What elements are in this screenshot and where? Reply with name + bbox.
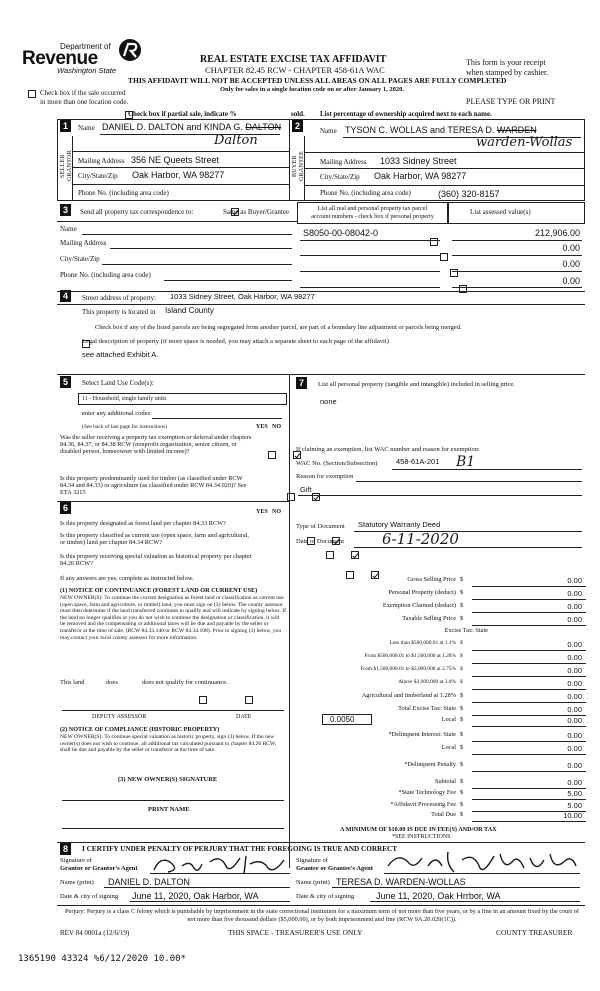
doc-date-value[interactable]: 6-11-2020 <box>382 530 459 548</box>
tax-row-label: Agricultural and timberland at 1.28% <box>361 692 456 699</box>
multi-location-label-1: Check box if the sale occurred <box>40 89 126 97</box>
tax-dollar-sign: $ <box>460 789 464 796</box>
partial-sold-label: sold. <box>291 110 305 118</box>
buyer-name-value: TYSON C. WOLLAS and TERESA D. <box>345 125 495 135</box>
tax-row-value[interactable]: 10.00 <box>563 811 582 820</box>
seller-name-struck: DALTON <box>245 122 282 132</box>
sec6-no-header: NO <box>272 509 281 515</box>
sec6-question-3: Is this property receiving special valuation as historical property per chapter 84.26 RCW? <box>60 553 252 568</box>
seller-city-value[interactable]: Oak Harbor, WA 98277 <box>132 170 225 180</box>
see-instructions-note: *SEE INSTRUCTIONS <box>392 834 451 840</box>
grantee-name-label: Name (print) <box>296 879 330 886</box>
buyer-mailing-label: Mailing Address <box>320 158 367 166</box>
tax-row-label: Total Excise Tax: State <box>398 705 456 712</box>
tax-dollar-sign: $ <box>460 615 464 622</box>
tax-row-label: Local <box>441 744 456 751</box>
tax-row <box>300 627 586 639</box>
treasurer-space: THIS SPACE - TREASURER'S USE ONLY <box>228 928 363 937</box>
buyer-city-label: City/State/Zip <box>320 173 360 181</box>
legal-label: Legal description of property (if more space is needed, you may attach a separate sheet to each page of the affidavit) <box>82 338 389 345</box>
form-warning: THIS AFFIDAVIT WILL NOT BE ACCEPTED UNLESS ALL AREAS ON ALL PAGES ARE FULLY COMPLETED <box>128 76 507 85</box>
grantee-name-value[interactable]: TERESA D. WARDEN-WOLLAS <box>336 877 466 887</box>
buyer-side-label: BUYER GRANTEE <box>292 150 305 182</box>
reason-value[interactable]: Gift <box>300 485 312 494</box>
tax-dollar-sign: $ <box>460 666 463 672</box>
tax-dollar-sign: $ <box>460 744 464 751</box>
exemption-label: If claiming an exemption, list WAC number and reason for exemption: <box>296 446 480 453</box>
seller-mailing-value[interactable]: 356 NE Queets Street <box>131 155 220 165</box>
tax-row <box>300 589 586 601</box>
county-value[interactable]: Island County <box>165 306 214 315</box>
tax-row-value[interactable]: 0.00 <box>567 653 582 662</box>
buyer-city-value[interactable]: Oak Harbor, WA 98277 <box>374 171 467 181</box>
assessed-header: List assessed value(s) <box>470 208 531 216</box>
tax-row <box>300 692 586 704</box>
tax-row <box>300 576 586 588</box>
tax-row-value[interactable]: 0.00 <box>567 716 582 725</box>
parcel-header-2: account numbers - check box if personal property <box>311 213 434 220</box>
tax-dollar-sign: $ <box>460 761 464 768</box>
seller-name-value: DANIEL D. DALTON and KINDA G. <box>102 122 243 132</box>
tax-row-label: Gross Selling Price <box>407 576 456 583</box>
ownership-note: List percentage of ownership acquired next to each name. <box>320 110 492 118</box>
tax-row-label: Taxable Selling Price <box>402 615 456 622</box>
buyer-name-struck: WARDEN <box>496 125 537 135</box>
tax-dollar-sign: $ <box>460 731 464 738</box>
tax-row <box>300 666 586 678</box>
multi-location-checkbox[interactable] <box>28 90 36 98</box>
sec5-no-header: NO <box>272 424 281 430</box>
tax-row-label: *Delinquent Penalty <box>404 761 456 768</box>
section-1-number: 1 <box>60 120 71 132</box>
tax-row-label: From $1,500,000.01 to $3,000,000 at 2.75% <box>360 666 456 672</box>
multi-location-label-2: in more than one location code. <box>40 98 129 106</box>
wac-label: WAC No. (Section/Subsection) <box>296 460 378 467</box>
seller-city-label: City/State/Zip <box>78 172 118 180</box>
parcel-header-1: List all real and personal property tax parcel <box>317 205 428 212</box>
notice1-body: NEW OWNER(S): To continue the current designation as forest land or classification as current use (open space, farm and agriculture, or timber) land, you must sign on (3) below. The county assessor must then determine if the land transferred continues to qualify and will indicate by signing below. If the land no longer qualifies or you do not wish to continue the designation or classification, it will be removed and the compensating or additional taxes will be due and payable by the seller or transferor at the time of sale. (RCW 84.33.140 or RCW 84.34.108). Prior to signing (3) below, you may contact your local county assessor for more information. <box>60 595 286 641</box>
see-back-note: (See back of last page for instructions) <box>82 424 167 430</box>
tax-dollar-sign: $ <box>460 705 464 712</box>
buyer-phone-value[interactable]: (360) 320-8157 <box>438 189 500 199</box>
tax-row-value[interactable]: 0.00 <box>567 576 582 585</box>
tax-row-label: Subtotal <box>435 778 456 785</box>
tax-row <box>300 716 586 728</box>
tax-row <box>300 602 586 614</box>
personal-property-value[interactable]: none <box>320 397 337 406</box>
grantor-date-label: Date & city of signing <box>60 893 119 900</box>
tax-dollar-sign: $ <box>460 640 463 646</box>
section-5-number: 5 <box>60 376 71 388</box>
same-as-buyer-label: Same as Buyer/Grantee <box>223 208 290 216</box>
tax-row-label: *State Technology Fee <box>398 789 456 796</box>
receipt-note-1: This form is your receipt <box>466 58 546 67</box>
tax-dollar-sign: $ <box>460 692 464 699</box>
grantor-date-city[interactable]: June 11, 2020, Oak Harbor, WA <box>132 891 259 901</box>
print-name-label: PRINT NAME <box>148 806 190 813</box>
grantee-date-city[interactable]: June 11, 2020, Oak Hrrbor, WA <box>376 891 501 901</box>
perjury-statement: Perjury: Perjury is a class C felony which is punishable by imprisonment in the state correctional institution for a maximum term of not more than five years, or by a fine in an amount fixed by the court of not more than five thousand dollars ($5,000.00), or by both imprisonment and fine (RCW 9A.20.020(1C)). <box>65 908 579 923</box>
tax-row-value[interactable]: 0.00 <box>567 615 582 624</box>
buyer-phone-label: Phone No. (including area code) <box>320 189 411 197</box>
tax-row <box>300 811 586 823</box>
form-subtitle: CHAPTER 82.45 RCW - CHAPTER 458-61A WAC <box>205 65 385 75</box>
tax-row-value[interactable]: 0.00 <box>567 640 582 649</box>
tax-row-value[interactable]: 0.00 <box>567 731 582 740</box>
parcel-number[interactable]: S8050-00-08042-0 <box>303 228 379 238</box>
reason-label: Reason for exemption <box>296 473 354 480</box>
receipt-note-2: when stamped by cashier. <box>466 68 549 77</box>
section-6-number: 6 <box>60 502 71 514</box>
grantor-name-value[interactable]: DANIEL D. DALTON <box>108 877 190 887</box>
tax-dollar-sign: $ <box>460 602 464 609</box>
seller-phone-label: Phone No. (including area code) <box>78 189 169 197</box>
sec6-question-2: Is this property classified as current use (open space, farm and agricultural, or timber) land per chapter 84.34 RCW? <box>60 532 250 547</box>
sec3-city-label: City/State/Zip <box>60 255 100 263</box>
personal-property-checkbox[interactable] <box>430 238 438 246</box>
tax-dollar-sign: $ <box>460 576 464 583</box>
agency-line1: Department of <box>60 42 111 51</box>
street-value[interactable]: 1033 Sidney Street, Oak Harbor, WA 98277 <box>170 292 315 301</box>
land-use-label: Select Land Use Code(s): <box>82 379 154 387</box>
tax-row <box>300 653 586 665</box>
section-8-number: 8 <box>60 843 71 855</box>
tax-row <box>300 761 586 773</box>
tax-row <box>300 744 586 756</box>
tax-dollar-sign: $ <box>460 801 464 808</box>
county-label: This property is located in <box>82 308 156 316</box>
sec6-question-1: Is this property designated as forest land per chapter 84.33 RCW? <box>60 520 226 527</box>
sec3-name-label: Name <box>60 225 77 233</box>
grantor-name-label: Name (print) <box>60 879 94 886</box>
tax-row-label: From $500,000.01 to $1,500,000 at 1.28% <box>364 653 456 659</box>
tax-row-value[interactable]: 0.00 <box>567 744 582 753</box>
tax-row-value[interactable]: 0.00 <box>567 666 582 675</box>
personal-property-checkbox[interactable] <box>450 269 458 277</box>
tax-row <box>300 679 586 691</box>
sec5-q2-yes-checkbox[interactable] <box>287 493 295 501</box>
land-use-value: 11 - Household, single family units <box>82 396 167 402</box>
seller-side-label: SELLER GRANTOR <box>60 150 73 182</box>
sec5-question-1: Was the seller receiving a property tax exemption or deferral under chapters 84.36, 84.37, or 84.38 RCW (nonprofit organization, senior citizen, or disabled person, homeowner with limited income)? <box>60 434 252 456</box>
buyer-name-field[interactable] <box>345 125 537 135</box>
does-label: does <box>106 679 118 686</box>
buyer-mailing-value[interactable]: 1033 Sidney Street <box>380 156 457 166</box>
sec3-mailing-label: Mailing Address <box>60 239 107 247</box>
grantor-sig-label-2: Grantor or Grantor's Agent <box>60 865 138 872</box>
doc-type-value[interactable]: Statutory Warranty Deed <box>358 520 441 529</box>
doc-type-label: Type of Document <box>296 523 345 530</box>
sec6-yes-header: YES <box>256 509 268 515</box>
tax-dollar-sign: $ <box>460 716 464 723</box>
tax-row-value[interactable]: 0.00 <box>567 761 582 770</box>
street-label: Street address of property: <box>82 294 157 302</box>
tax-row-value[interactable]: 5.00 <box>567 789 582 798</box>
receipt-stamp: 1365190 43324 %6/12/2020 10.00* <box>18 954 186 964</box>
seller-name-label: Name <box>78 124 95 132</box>
sec6-q2-no-checkbox[interactable] <box>351 551 359 559</box>
grantee-sig-label-1: Signature of <box>296 857 328 864</box>
correspondence-label: Send all property tax correspondence to: <box>80 208 194 216</box>
segregate-label: Check box if any of the listed parcels are being segregated from another parcel, are part of a boundary line adjustment or parcels being merged. <box>95 324 462 331</box>
tax-dollar-sign: $ <box>460 811 464 818</box>
tax-dollar-sign: $ <box>460 679 463 685</box>
type-or-print: PLEASE TYPE OR PRINT <box>466 97 556 106</box>
tax-row <box>300 789 586 801</box>
sec5-question-2: Is this property predominantly used for timber (as classified under RCW 84.34 and 84.33) or agriculture (as classified under RCW 84.34.020)? See ETA 3215 <box>60 475 247 497</box>
form-revision: REV 84 0001a (12/6/19) <box>60 929 130 937</box>
does-not-label: does not qualify for continuance. <box>142 679 228 686</box>
tax-row-value[interactable]: 0.00 <box>567 602 582 611</box>
tax-row-label: *Delinquent Interest: State <box>388 731 456 738</box>
buyer-name-handwritten: warden-Wollas <box>476 135 573 150</box>
certify-statement: I CERTIFY UNDER PENALTY OF PERJURY THAT THE FOREGOING IS TRUE AND CORRECT <box>82 845 397 853</box>
section-7-number: 7 <box>296 377 307 389</box>
deputy-date-label: DATE <box>236 714 252 720</box>
grantor-sig-label-1: Signature of <box>60 857 92 864</box>
tax-row <box>300 615 586 627</box>
does-qualify-checkbox[interactable] <box>199 696 207 704</box>
parcel-value[interactable]: 212,906.00 <box>534 228 580 238</box>
sec6-q2-yes-checkbox[interactable] <box>326 551 334 559</box>
tax-row-label: Local <box>441 716 456 723</box>
partial-sale-label: Check box if partial sale, indicate % <box>128 110 237 118</box>
section-3-number: 3 <box>60 204 71 216</box>
this-land-label: This land <box>60 679 85 686</box>
sec6-if-yes: If any answers are yes, complete as instructed below. <box>60 575 194 582</box>
tax-row-value[interactable]: 0.00 <box>567 679 582 688</box>
tax-row-label: *Affidavit Processing Fee <box>390 801 456 808</box>
seller-name-field[interactable] <box>102 122 281 132</box>
tax-row <box>300 731 586 743</box>
tax-row-label: Above $3,000,000 at 3.0% <box>398 679 456 685</box>
notice2-title: (2) NOTICE OF COMPLIANCE (HISTORIC PROPERTY) <box>60 726 220 733</box>
tax-dollar-sign: $ <box>460 589 464 596</box>
seller-mailing-label: Mailing Address <box>78 157 125 165</box>
county-treasurer: COUNTY TREASURER <box>496 928 573 937</box>
buyer-name-label: Name <box>320 127 337 135</box>
section-2-number: 2 <box>292 120 303 132</box>
does-not-qualify-checkbox[interactable] <box>245 696 253 704</box>
tax-row <box>300 640 586 652</box>
agency-state: Washington State <box>57 66 117 75</box>
minimum-due-note: A MINIMUM OF $10.00 IS DUE IN FEE(S) AND/OR TAX <box>340 826 497 833</box>
section-4-number: 4 <box>60 290 71 302</box>
tax-row-label: Total Due <box>431 811 456 818</box>
deputy-assessor-label: DEPUTY ASSESSOR <box>92 714 147 720</box>
grantee-sig-label-2: Grantee or Grantee's Agent <box>296 865 373 872</box>
parcel-value[interactable]: 0.00 <box>562 243 580 253</box>
tax-row-value[interactable]: 0.00 <box>567 589 582 598</box>
tax-row-label: Exemption Claimed (deduct) <box>382 602 456 609</box>
sec3-phone-label: Phone No. (including area code) <box>60 271 151 279</box>
additional-codes-label: enter any additional codes: <box>82 410 152 417</box>
personal-property-label: List all personal property (tangible and intangible) included in selling price. <box>318 381 515 388</box>
tax-row-label: Personal Property (deduct) <box>388 589 456 596</box>
tax-row-label: Less than $500,000.01 at 1.1% <box>389 640 456 646</box>
wac-handwritten: B1 <box>456 454 476 470</box>
sec5-q1-yes-checkbox[interactable] <box>268 451 276 459</box>
new-owner-sig-label: (3) NEW OWNER(S) SIGNATURE <box>118 776 218 783</box>
tax-row-value[interactable]: 5.00 <box>567 801 582 810</box>
wac-value[interactable]: 458-61A-201 <box>396 457 440 466</box>
legal-value[interactable]: see attached Exhibit A. <box>82 350 159 359</box>
form-title: REAL ESTATE EXCISE TAX AFFIDAVIT <box>200 54 387 65</box>
tax-row-value[interactable]: 0.00 <box>567 692 582 701</box>
tax-row-value[interactable]: 0.00 <box>567 705 582 714</box>
notice1-title: (1) NOTICE OF CONTINUANCE (FOREST LAND OR CURRENT USE) <box>60 587 258 594</box>
tax-row-value[interactable]: 0.00 <box>567 778 582 787</box>
tax-dollar-sign: $ <box>460 653 463 659</box>
sec5-yes-header: YES <box>256 424 268 430</box>
seller-name-handwritten: Dalton <box>214 133 258 148</box>
local-rate-value: 0.0050 <box>330 715 355 724</box>
grantee-date-label: Date & city of signing <box>296 893 355 900</box>
grantor-signature[interactable] <box>150 850 300 880</box>
personal-property-checkbox[interactable] <box>440 253 448 261</box>
parcel-value[interactable]: 0.00 <box>562 259 580 269</box>
dor-emblem-icon <box>117 37 143 63</box>
parcel-value[interactable]: 0.00 <box>562 276 580 286</box>
sales-note: Only for sales in a single location code on or after January 1, 2020. <box>220 86 404 93</box>
tax-row-label: Excise Tax: State <box>444 627 488 634</box>
tax-dollar-sign: $ <box>460 778 464 785</box>
agency-name: Revenue <box>22 48 98 69</box>
notice2-body: NEW OWNER(S): To continue special valuation as historic property, sign (3) below. If the new owner(s) does not wish to continue, all additional tax calculated pursuant to chapter 84.26 RCW, shall be due and payable by the seller or transferor at the time of sale. <box>60 734 277 754</box>
doc-date-label: Date of Document <box>296 538 345 545</box>
